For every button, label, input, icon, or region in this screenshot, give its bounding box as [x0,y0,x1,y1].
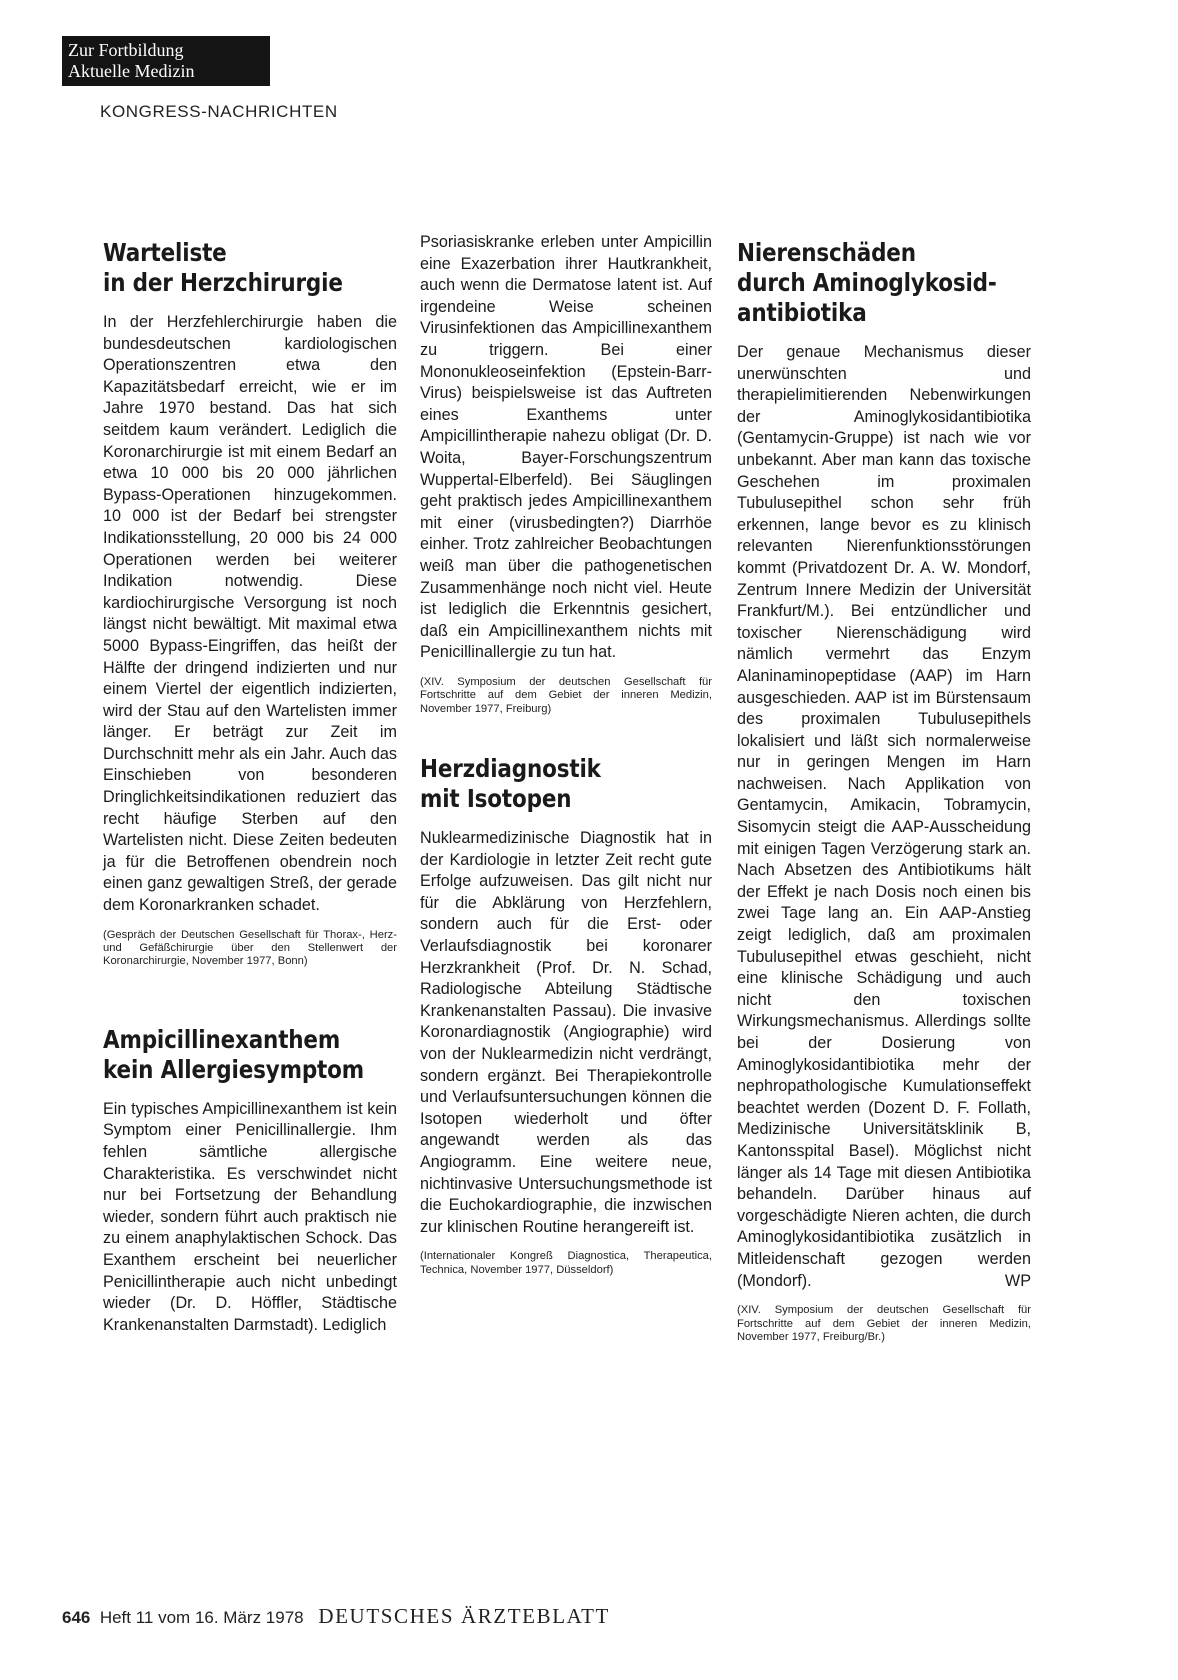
title-line: durch Aminoglykosid- [737,268,997,297]
column-1 [103,238,397,1336]
journal-name: DEUTSCHES ÄRZTEBLATT [318,1604,610,1628]
rubric-line-2: Aktuelle Medizin [68,61,195,81]
title-line: mit Isotopen [420,784,572,814]
issue-info: Heft 11 vom 16. März 1978 [99,1608,304,1627]
title-line: Warteliste [103,238,227,267]
article-title [103,238,396,298]
title-line: Ampicillinexanthem [103,1024,341,1054]
article-body: Nuklearmedizinische Diagnostik hat in der Kardiologie in letzter Zeit recht gute Erfolge aufzuweisen. Das gilt nicht nur für die Abklärung von Herzfehlern, sondern auch für die Erst- oder Verlaufsdiagnostik bei koronarer Herzkrankheit (Prof. Dr. N. Schad, Radiologische Abteilung Städtische Krankenanstalten Passau). Die invasive Koronardiagnostik (Angiographie) wird von der Nuklearmedizin nicht verdrängt, sondern ergänzt. Bei Therapiekontrolle und Verlaufsuntersuchungen können die Isotopen wiederholt und öfter angewandt werden als das Angiogramm. Eine weitere neue, nichtinvasive Untersuchungsmethode ist die Euchokardiographie, die inzwischen zur klinischen Routine herangereift ist. [420,829,712,1236]
rubric-tag [62,36,270,86]
article-body-part-2: Psoriasiskranke erleben unter Ampicillin eine Exazerbation ihrer Hautkrankheit, auch wenn die Dermatose latent ist. Auf irgendeine Weise scheinen Virusinfektionen das Ampicillinexanthem zu triggern. Bei einer Mononukleoseinfektion (Epstein-Barr-Virus) beispielsweise ist das Auftreten eines Exanthems unter Ampicillintherapie nahezu obligat (Dr. D. Woita, Bayer-Forschungszentrum Wuppertal-Elberfeld). Bei Säuglingen geht praktisch jedes Ampicillinexanthem mit einer (virusbedingten?) Diarrhöe einher. Trotz zahlreicher Beobachtungen weiß man über die pathogenetischen Zusammenhänge noch nicht viel. Heute ist lediglich die Erkenntnis gesichert, daß ein Ampicillinexanthem nichts mit Penicillinallergie zu tun hat. [420,233,712,662]
title-line: in der Herzchirurgie [103,268,343,297]
section-label: KONGRESS-NACHRICHTEN [100,102,338,121]
rubric-line-1: Zur Fortbildung [68,40,184,60]
article-ampicillin [103,1025,397,1337]
article-body-text: Der genaue Mechanismus dieser unerwünschten und therapielimitierenden Nebenwirkungen der Aminoglykosidantibiotika (Gentamycin-Gruppe) ist nach wie vor unbekannt. Aber man kann das toxische Geschehen im proximalen Tubulusepithel schon sehr früh erkennen, lange bevor es zu klinisch relevanten Nierenfunktionsstörungen kommt (Privatdozent Dr. A. W. Mondorf, Zentrum Innere Medizin der Universität Frankfurt/M.). Bei entzündlicher und toxischer Nierenschädigung wird nämlich vermehrt das Enzym Alaninaminopeptidase (AAP) im Harn ausgeschieden. AAP ist im Bürstensaum des proximalen Tubulusepithels lokalisiert und läßt sich normalerweise nur in geringen Mengen im Harn nachweisen. Nach Applikation von Gentamycin, Amikacin, Tobramycin, Sisomycin steigt die AAP-Ausscheidung mit einigen Tagen Verzögerung stark an. Nach Absetzen des Antibiotikums hält der Effekt je nach Dosis noch einen bis zwei Tage lang an. Ein AAP-Anstieg zeigt lediglich, daß am proximalen Tubulusepithel etwas geschieht, nicht eine klinische Schädigung und auch nicht den toxischen Wirkungsmechanismus. Allerdings sollte bei der Dosierung von Aminoglykosidantibiotika mehr der nephropathologische Kumulationseffekt beachtet werden (Dozent D. F. Follath, Medizinische Universitätsklinik B, Kantonsspital Basel). Möglichst nicht länger als 14 Tage mit diesen Antibiotika behandeln. Darüber hinaus auf vorgeschädigte Nieren achten, die durch Aminoglykosidantibiotika zusätzlich in Mitleidenschaft gezogen werden (Mondorf). [737,343,1031,1290]
title-line: Nierenschäden [737,238,916,267]
article-source: (XIV. Symposium der deutschen Gesellschaft für Fortschritte auf dem Gebiet der inneren Medizin, November 1977, Freiburg) [420,675,712,715]
article-title [103,1025,396,1085]
article-title [420,754,711,814]
title-line: kein Allergiesymptom [103,1054,364,1084]
article-source: (Internationaler Kongreß Diagnostica, Therapeutica, Technica, November 1977, Düsseldorf) [420,1250,712,1276]
article-herzdiagnostik [420,754,712,1277]
column-2 [420,232,712,1277]
article-warteliste [103,238,397,969]
article-ampicillin-continued [420,232,712,716]
article-source: (XIV. Symposium der deutschen Gesellschaft für Fortschritte auf dem Gebiet der inneren Medizin, November 1977, Freiburg/Br.) [737,1304,1031,1343]
title-line: Herzdiagnostik [420,754,601,784]
title-line: antibiotika [737,298,867,327]
author-signature: WP [1004,1271,1031,1290]
article-body [737,342,1031,1292]
column-3 [737,238,1031,1344]
article-title [737,238,1030,328]
page-number: 646 [62,1608,91,1627]
article-body-part-1: Ein typisches Ampicillinexanthem ist kein Symptom einer Penicillinallergie. Ihm fehlen sämtliche allergische Charakteristika. Es verschwindet nicht nur bei Fortsetzung der Behandlung wieder, sondern führt auch praktisch nie zu einem anaphylaktischen Schock. Das Exanthem erscheint bei neuerlicher Penicillintherapie auch nicht unbedingt wieder (Dr. D. Höffler, Städtische Krankenanstalten Darmstadt). Lediglich [103,1099,397,1334]
page-footer [62,1604,610,1629]
article-body: In der Herzfehlerchirurgie haben die bundesdeutschen kardiologischen Operationszentren etwa den Kapazitätsbedarf erreicht, wie er im Jahre 1970 bestand. Das hat sich seitdem kaum verändert. Lediglich die Koronarchirurgie ist mit einem Bedarf an etwa 10 000 bis 20 000 jährlichen Bypass-Operationen hinzugekommen. 10 000 ist der Bedarf bei strengster Indikationsstellung, 20 000 bis 24 000 Operationen werden bei weiterer Indikation notwendig. Diese kardiochirurgische Versorgung ist noch längst nicht bewältigt. Mit maximal etwa 5000 Bypass-Eingriffen, das heißt der Hälfte der dringend indizierten und nur einem Viertel der eigentlich indizierten, wird der Stau auf den Wartelisten immer länger. Er beträgt zur Zeit im Durchschnitt mehr als ein Jahr. Auch das Einschieben von besonderen Dringlichkeitsindikationen reduziert das recht häufige Sterben auf den Wartelisten nicht. Diese Zeiten bedeuten ja für die Betroffenen obendrein noch einen ganz gewaltigen Streß, der gerade dem Koronarkranken schadet. [103,313,397,915]
article-nierenschaeden [737,238,1031,1344]
article-source: (Gespräch der Deutschen Gesellschaft für Thorax-, Herz- und Gefäßchirurgie über den Stellenwert der Koronarchirurgie, November 1977, Bonn) [103,928,397,968]
